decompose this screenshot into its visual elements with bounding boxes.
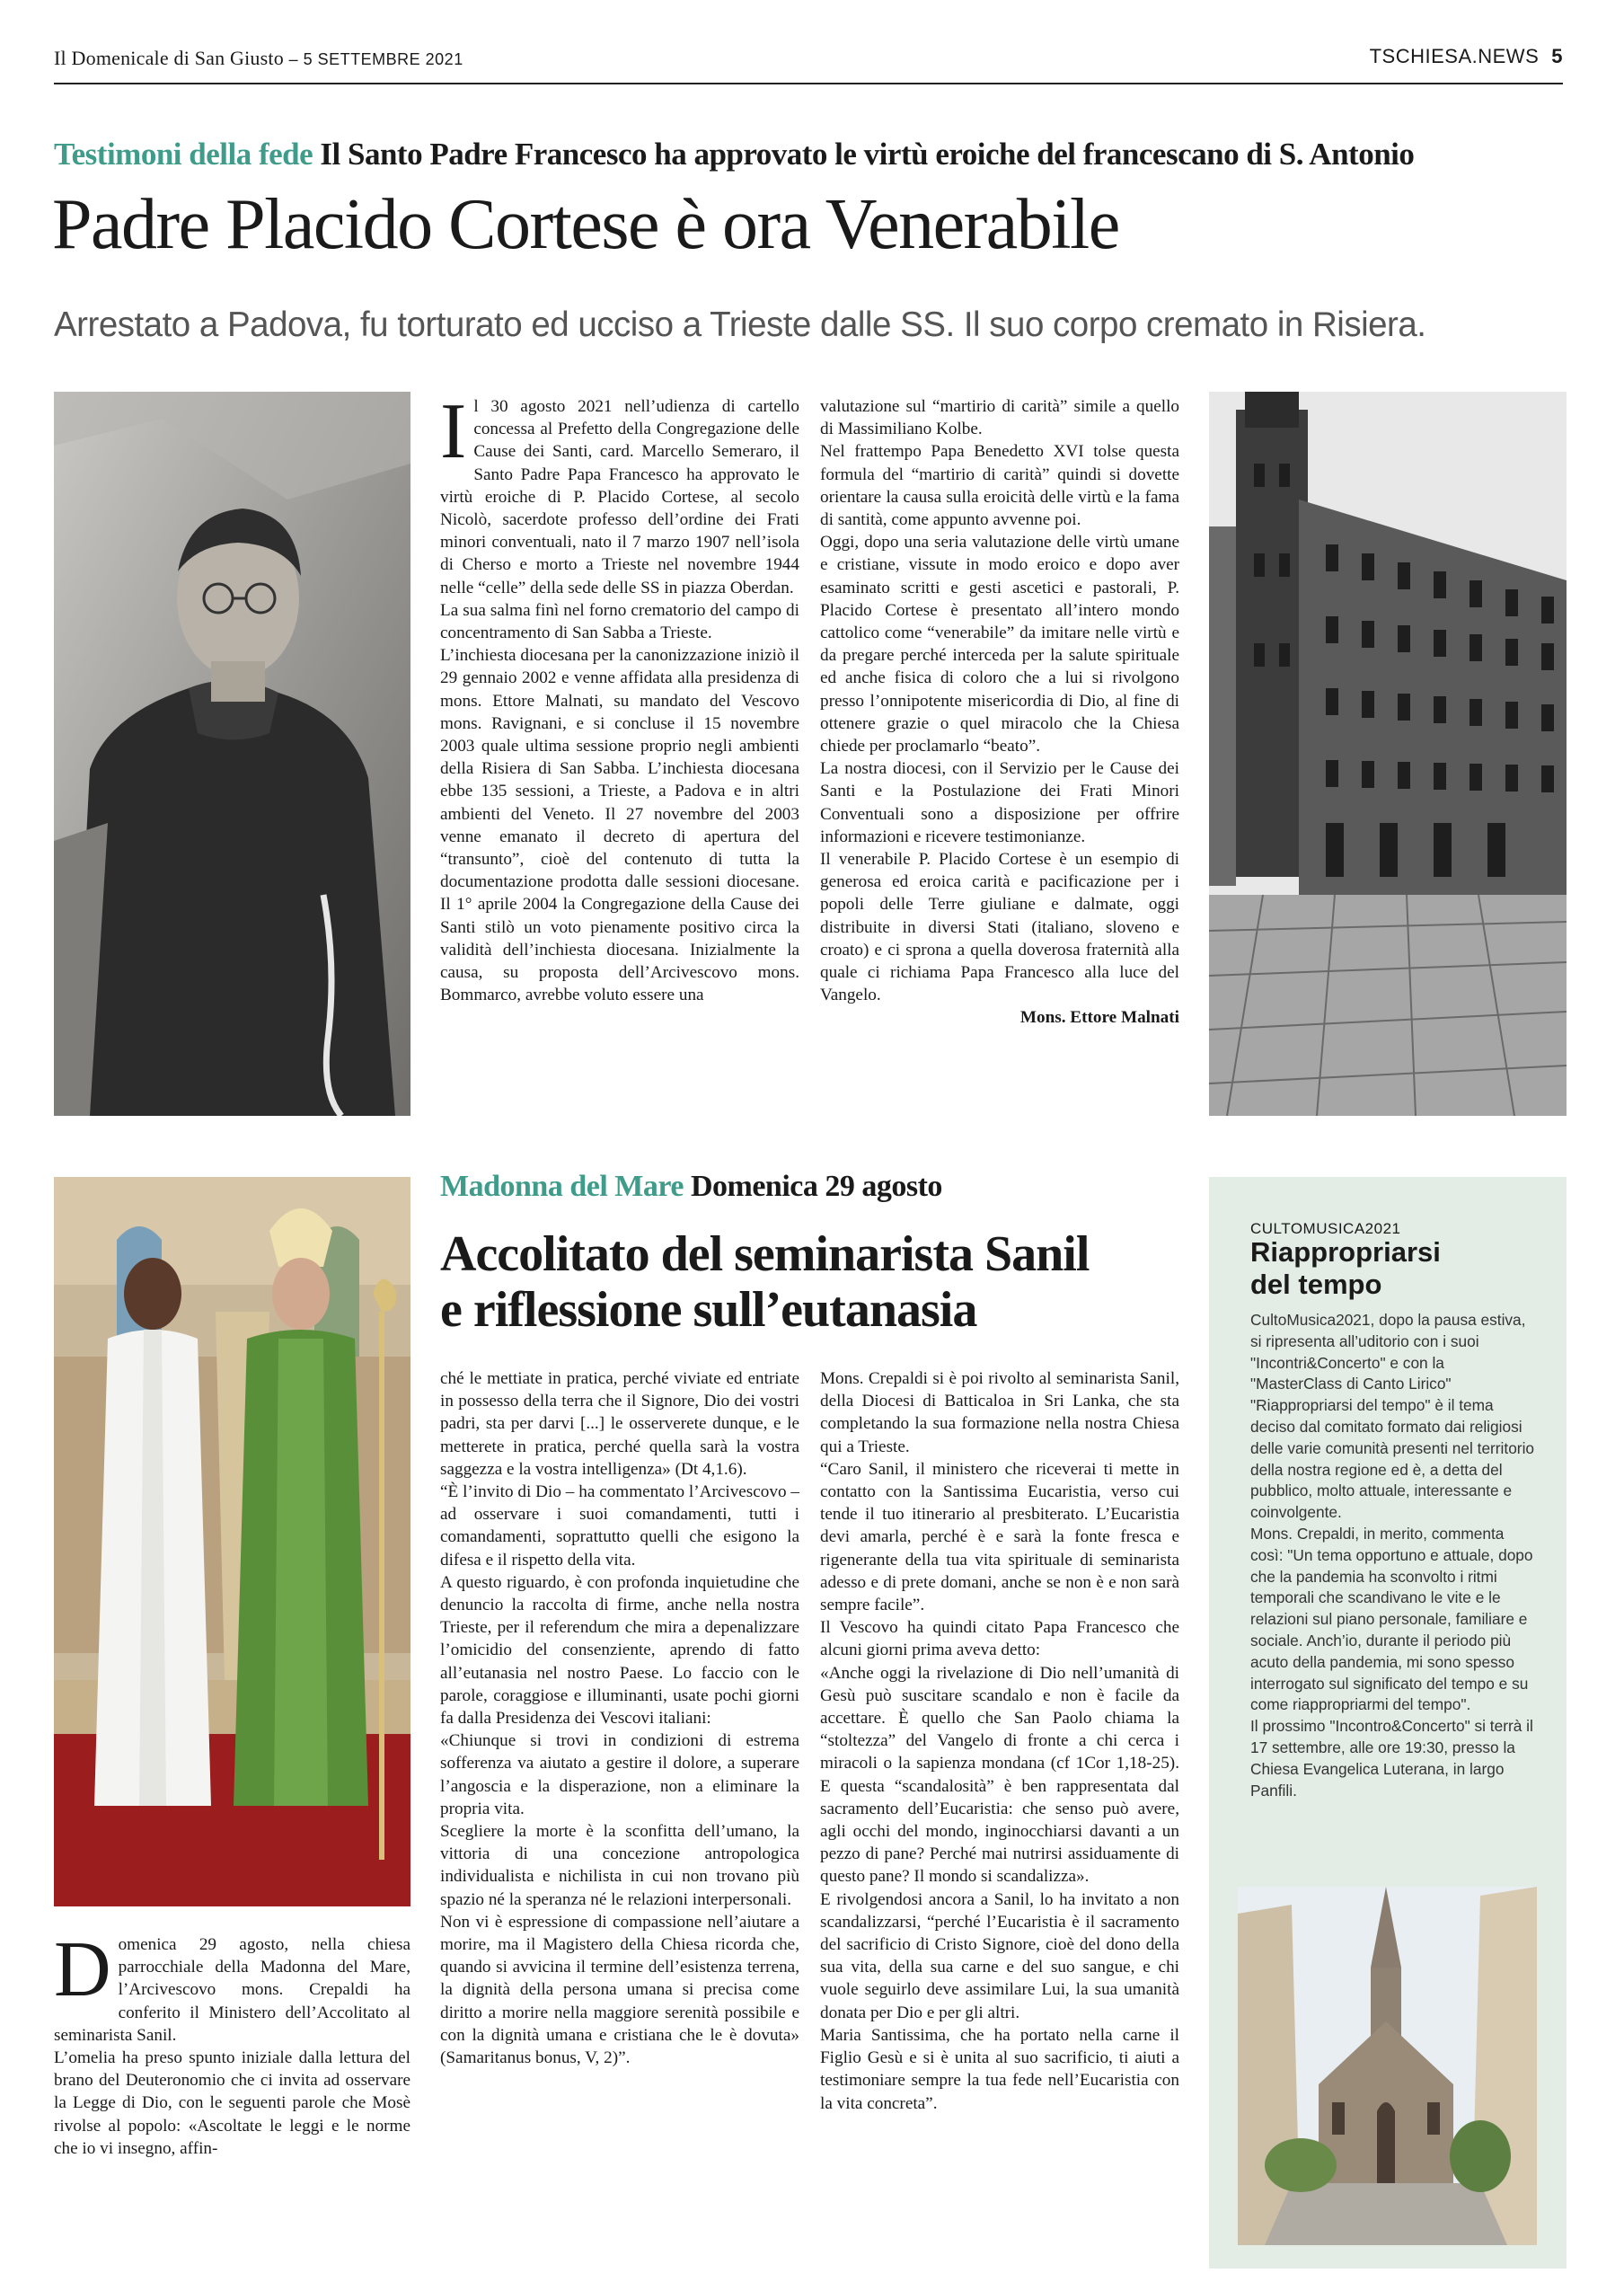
article2-column-3 bbox=[820, 1367, 1179, 2115]
article2-col3-paragraph: E rivolgendosi ancora a Sanil, lo ha invitato a non scandalizzarsi, “perché l’Eucaristia è il sacramento del sacrificio di Cristo Signore, cioè del dono della sua vita, della sua carne e del suo sangue, e chi vuole seguirlo deve assimilare Lui, la sua umanità donata per Dio e per gli altri. bbox=[820, 1889, 1179, 2022]
header-masthead bbox=[54, 47, 463, 70]
article2-col1-paragraph: omenica 29 agosto, nella chiesa parrocchiale della Madonna del Mare, l’Arcivescovo mons. Crepaldi ha conferito il Ministero dell’Accolitato al seminarista Sanil. bbox=[54, 1935, 410, 2045]
article2-col2-paragraph: «Chiunque si trovi in condizioni di estrema sofferenza va aiutato a gestire il dolore, a superare l’angoscia e la disperazione, non a eliminare la propria vita. bbox=[440, 1731, 799, 1818]
article2-col2-paragraph: ché le mettiate in pratica, perché viviate ed entriate in possesso della terra che il Signore, Dio dei vostri padri, sta per darvi [...] le osserverete dunque, e le metterete in pratica, perché quella sarà la vostra saggezza e la vostra intelligenza» (Dt 4,1.6). bbox=[440, 1369, 799, 1479]
article2-column-2 bbox=[440, 1367, 799, 2069]
article1-subhead: Arrestato a Padova, fu torturato ed ucciso a Trieste dalle SS. Il suo corpo cremato in Risiera. bbox=[54, 305, 1426, 344]
article2-column-1 bbox=[54, 1926, 410, 2160]
accolitato-photo bbox=[54, 1177, 410, 1906]
sidebar-title-line2: del tempo bbox=[1250, 1269, 1382, 1300]
article1-signature: Mons. Ettore Malnati bbox=[1019, 1008, 1179, 1028]
header-site bbox=[1370, 45, 1563, 68]
article1-col1-paragraph: L’inchiesta diocesana per la canonizzazione iniziò il 29 gennaio 2002 e venne affidata alla presidenza di mons. Ettore Malnati, su mandato del Vescovo mons. Ravignani, e si concluse il 15 novembre 2003 quale ultima sessione proprio negli ambienti della Risiera di San Sabba. L’inchiesta diocesana ebbe 135 sessioni, a Trieste, a Padova e in altri ambienti del Veneto. Il 27 novembre del 2003 venne emanato il decreto di apertura del “transunto”, cioè del contenuto di tutta la documentazione prodotta dalle sessioni diocesane. Il 1° aprile 2004 la Congregazione della Cause dei Santi stilò un voto pienamente positivo circa la validità dell’inchiesta diocesana. Inizialmente la causa, su proposta dell’Arcivescovo mons. Bommarco, avrebbe voluto essere una bbox=[440, 646, 799, 1005]
sidebar-paragraph: CultoMusica2021, dopo la pausa estiva, si ripresenta all’uditorio con i suoi "Incontri&Concerto" e con la "MasterClass di Canto Lirico" "Riappropriarsi del tempo" è il tema deciso dal comitato formato dai religiosi delle varie comunità presenti nel territorio della nostra regione ed è, a detta del pubblico, molto attuale, interessante e coinvolgente. bbox=[1250, 1311, 1535, 1522]
article2-col2-paragraph: Non vi è espressione di compassione nell’aiutare a morire, ma il Magistero della Chiesa ricorda che, quando si avvicina il termine dell’esistenza terrena, la dignità della persona umana si precisa come diritto a morire nella maggiore serenità possibile e con la dignità umana e cristiana che le è dovuta» (Samaritanus bonus, V, 2)”. bbox=[440, 1912, 799, 2068]
article2-kicker bbox=[440, 1170, 942, 1204]
site-link[interactable]: TSCHIESA.NEWS bbox=[1369, 45, 1540, 67]
article1-kicker-text: Il Santo Padre Francesco ha approvato le virtù eroiche del francescano di S. Antonio bbox=[320, 137, 1415, 172]
article2-col2-paragraph: “È l’invito di Dio – ha commentato l’Arcivescovo – ad osservare i suoi comandamenti, tutti i comandamenti, soprattutto quelli che esigono la difesa e il rispetto della vita. bbox=[440, 1482, 799, 1570]
header-divider bbox=[54, 83, 1563, 84]
article2-section: Madonna del Mare bbox=[440, 1170, 684, 1203]
article2-col2-paragraph: Scegliere la morte è la sconfitta dell’umano, la vittoria di una concezione antropologica individualista e nichilista in cui non trovano più spazio né la speranza né le relazioni interpersonali. bbox=[440, 1822, 799, 1909]
article2-headline bbox=[440, 1226, 1089, 1338]
page-number: 5 bbox=[1551, 45, 1563, 67]
article1-col1-paragraph: La sua salma finì nel forno crematorio del campo di concentramento di San Sabba a Trieste. bbox=[440, 600, 799, 643]
article2-col3-paragraph: Maria Santissima, che ha portato nella carne il Figlio Gesù e si è unita al suo sacrificio, ti aiuti a testimoniare sempre la tua fede nell’Eucaristia con la vita concreta”. bbox=[820, 2025, 1179, 2113]
accolitato-photo-svg bbox=[54, 1177, 410, 1906]
article1-kicker bbox=[54, 137, 1414, 172]
issue-date: – 5 SETTEMBRE 2021 bbox=[288, 50, 463, 68]
article2-col2-paragraph: A questo riguardo, è con profonda inquietudine che denuncio la raccolta di firme, anche nella nostra Trieste, per il referendum che mira a depenalizzare l’omicidio del consenziente, aprendo di fatto all’eutanasia nel nostro Paese. Lo faccio con le parole, coraggiose e illuminanti, usate pochi giorni fa dalla Presidenza dei Vescovi italiani: bbox=[440, 1572, 799, 1729]
article1-column-2 bbox=[820, 395, 1179, 1030]
sidebar-paragraph: Mons. Crepaldi, in merito, commenta così: "Un tema opportuno e attuale, dopo che la pandemia ha sconvolto i ritmi temporali che scandivano le vite e le relazioni sul piano personale, familiare e sociale. Anch’io, durante il periodo più acuto della pandemia, mi sono spesso interrogato sul significato del tempo e su come riappropriarmi del tempo". bbox=[1250, 1524, 1533, 1714]
article2-kicker-text: Domenica 29 agosto bbox=[690, 1170, 942, 1203]
article2-headline-line2: e riflessione sull’eutanasia bbox=[440, 1282, 977, 1338]
risiera-photo-svg bbox=[1209, 392, 1567, 1116]
risiera-photo bbox=[1209, 392, 1567, 1116]
article2-headline-line1: Accolitato del seminarista Sanil bbox=[440, 1226, 1090, 1282]
article1-col1-paragraph: l 30 agosto 2021 nell’udienza di cartello concessa al Prefetto della Congregazione delle Cause dei Santi, card. Marcello Semeraro, il Santo Padre Papa Francesco ha approvato le virtù eroiche di P. Placido Cortese, al secolo Nicolò, sacerdote professo dell’ordine dei Frati minori conventuali, nato il 7 marzo 1907 nell’isola di Cherso e morto a Trieste nel novembre 1944 nelle “celle” della sede delle SS in piazza Oberdan. bbox=[440, 397, 799, 597]
paper-name: Il Domenicale di San Giusto bbox=[54, 47, 284, 69]
sidebar-paragraph: Il prossimo "Incontro&Concerto" si terrà il 17 settembre, alle ore 19:30, presso la Chiesa Evangelica Luterana, in largo Panfili. bbox=[1250, 1717, 1533, 1800]
sidebar-body bbox=[1250, 1310, 1536, 1801]
article1-col2-paragraph: Nel frattempo Papa Benedetto XVI tolse questa formula del “martirio di carità” quindi si dovette orientare la causa sulla eroicità delle virtù e la fama di santità, come appunto avvenne poi. bbox=[820, 442, 1179, 530]
article2-col3-paragraph: Il Vescovo ha quindi citato Papa Francesco che alcuni giorni prima aveva detto: bbox=[820, 1618, 1179, 1660]
article1-col2-paragraph: valutazione sul “martirio di carità” simile a quello di Massimiliano Kolbe. bbox=[820, 397, 1179, 439]
portrait-photo bbox=[54, 392, 410, 1116]
sidebar-kicker: CULTOMUSICA2021 bbox=[1250, 1220, 1401, 1237]
article2-col3-paragraph: Mons. Crepaldi si è poi rivolto al seminarista Sanil, della Diocesi di Batticaloa in Sri Lanka, che sta completando la sua formazione nella nostra Chiesa qui a Trieste. bbox=[820, 1369, 1179, 1456]
article1-dropcap: I bbox=[440, 388, 467, 475]
portrait-photo-svg bbox=[54, 392, 410, 1116]
church-photo bbox=[1238, 1887, 1537, 2245]
sidebar-title-line1: Riappropriarsi bbox=[1250, 1236, 1441, 1268]
article1-col2-paragraph: La nostra diocesi, con il Servizio per le Cause dei Santi e la Postulazione dei Frati Minori Conventuali sono a disposizione per offrire informazioni e ricevere testimonianze. bbox=[820, 759, 1179, 846]
article1-col2-paragraph: Oggi, dopo una seria valutazione delle virtù umane e cristiane, vissute in modo eroico e dopo aver esaminato scritti e gesti ascetici e pastorali, P. Placido Cortese è presentato all’intero mondo cattolico come “venerabile” da imitare nelle virtù e da pregare perché interceda per la salute spirituale ed anche fisica di coloro che a lui si rivolgono presso l’onnipotente misericordia di Dio, al fine di ottenere grazie o quel miracolo che la Chiesa chiede per proclamarlo “beato”. bbox=[820, 533, 1179, 756]
article2-col3-paragraph: “Caro Sanil, il ministero che riceverai ti mette in contatto con la Santissima Eucaristia, verso cui tende il tuo itinerario al presbiterato. L’Eucaristia devi amarla, perché è e sarà la fonte fresca e rigenerante della tua vita spirituale di seminarista adesso e di prete domani, anche se non è e non sarà sempre facile”. bbox=[820, 1459, 1179, 1615]
article2-col1-paragraph: L’omelia ha preso spunto iniziale dalla lettura del brano del Deuteronomio che ci invita ad osservare la Legge di Dio, con le seguenti parole che Mosè rivolse al popolo: «Ascoltate le leggi e le norme che io vi insegno, affin- bbox=[54, 2048, 410, 2158]
article1-column-1 bbox=[440, 388, 799, 1006]
article1-headline: Padre Placido Cortese è ora Venerabile bbox=[52, 185, 1119, 264]
church-photo-svg bbox=[1238, 1887, 1537, 2245]
sidebar-title bbox=[1250, 1236, 1441, 1301]
article1-section: Testimoni della fede bbox=[54, 137, 313, 172]
article2-col3-paragraph: «Anche oggi la rivelazione di Dio nell’umanità di Gesù può suscitare scandalo e non è facile da accettare. È quello che San Paolo chiama la “stoltezza” del Vangelo di fronte a chi cerca i miracoli o la sapienza mondana (cf 1Cor 1,18-25). E questa “scandalosità” è ben rappresentata dal sacramento dell’Eucaristia: che senso può avere, agli occhi del mondo, inginocchiarsi davanti a un pezzo di pane? Perché mai nutrirsi assiduamente di questo pane? Il mondo si scandalizza». bbox=[820, 1663, 1179, 1887]
article2-dropcap: D bbox=[54, 1926, 111, 2013]
article1-col2-paragraph: Il venerabile P. Placido Cortese è un esempio di generosa ed eroica carità e pacificazione per i popoli delle Terre giuliane e dalmate, oggi distribuite in diversi Stati (italiano, sloveno e croato) e ci sprona a quella doverosa fraternità alla quale ci richiama Papa Francesco alla luce del Vangelo. bbox=[820, 850, 1179, 1005]
